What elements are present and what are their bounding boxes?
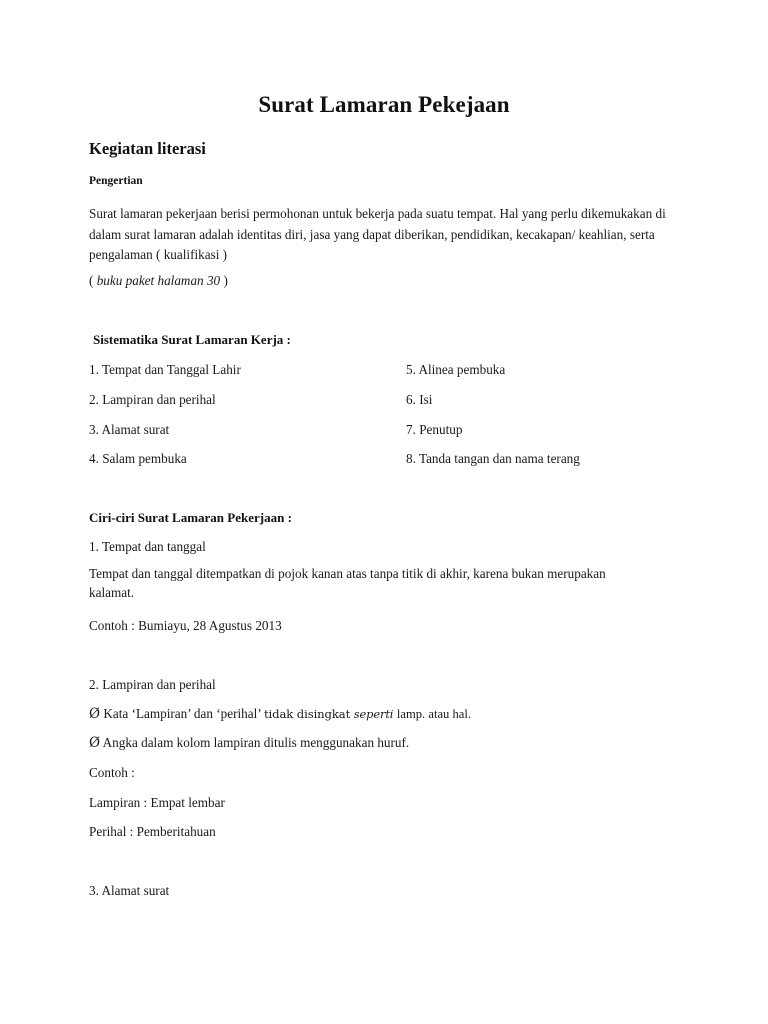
ciri-item-2-label: 2. Lampiran dan perihal (89, 677, 216, 692)
heading-ciri-ciri: Ciri-ciri Surat Lamaran Pekerjaan : (89, 510, 292, 525)
ciri-item-2-example-label: Contoh : (89, 765, 135, 780)
sistematika-item-3: 3. Alamat surat (89, 421, 170, 437)
ciri-item-3-label: 3. Alamat surat (89, 883, 170, 898)
sistematika-item-6: 6. Isi (406, 391, 433, 407)
list-item (89, 361, 689, 391)
source-note-italic-text: buku paket halaman 30 (96, 273, 221, 288)
sistematika-item-1: 1. Tempat dan Tanggal Lahir (89, 362, 241, 377)
sistematika-item-5: 5. Alinea pembuka (406, 362, 506, 377)
subheading-pengertian: Pengertian (89, 175, 143, 187)
slashed-o-bullet-icon: Ø (89, 735, 101, 751)
bullet-1-part-4: lamp. atau hal. (396, 707, 472, 721)
paragraph-definition: Surat lamaran pekerjaan berisi permohonan untuk bekerja pada suatu tempat. Hal yang perlu dikemukakan di dalam surat lamaran adalah identitas diri, jasa yang dapat diberikan, pendidikan, kecakapan/ keahlian, serta pengalaman ( kualifikasi ) (89, 206, 666, 262)
heading-sistematika: Sistematika Surat Lamaran Kerja : (93, 332, 291, 347)
source-note-open-paren: ( (89, 273, 97, 288)
bullet-1-part-1: Kata ‘Lampiran’ dan ‘perihal’ (103, 706, 264, 721)
page-title: Surat Lamaran Pekejaan (258, 92, 510, 117)
ciri-item-2-example-perihal: Perihal : Pemberitahuan (89, 824, 216, 839)
ciri-item-1-label: 1. Tempat dan tanggal (89, 539, 206, 554)
bullet-list-item (89, 706, 471, 722)
slashed-o-bullet-icon: Ø (89, 706, 101, 722)
sistematika-item-4: 4. Salam pembuka (89, 451, 187, 467)
bullet-1-part-2: tidak disingkat (263, 707, 354, 721)
section-heading-kegiatan-literasi: Kegiatan literasi (89, 139, 206, 158)
source-note (89, 271, 228, 291)
ciri-item-2-example-lampiran: Lampiran : Empat lembar (89, 795, 225, 810)
list-item (89, 391, 689, 421)
sistematika-item-8: 8. Tanda tangan dan nama terang (406, 451, 580, 467)
ciri-item-1-example: Contoh : Bumiayu, 28 Agustus 2013 (89, 618, 282, 633)
list-item (89, 450, 689, 480)
sistematika-item-7: 7. Penutup (406, 421, 463, 437)
sistematika-item-2: 2. Lampiran dan perihal (89, 391, 216, 407)
list-item (89, 421, 689, 451)
source-note-close-paren: ) (220, 273, 228, 288)
ciri-item-1-paragraph: Tempat dan tanggal ditempatkan di pojok kanan atas tanpa titik di akhir, karena bukan merupakan kalamat. (89, 566, 606, 600)
bullet-2-text: Angka dalam kolom lampiran ditulis menggunakan huruf. (102, 735, 410, 750)
bullet-1-part-3: seperti (353, 707, 397, 721)
bullet-list-item (89, 735, 409, 751)
list-sistematika (89, 361, 689, 480)
